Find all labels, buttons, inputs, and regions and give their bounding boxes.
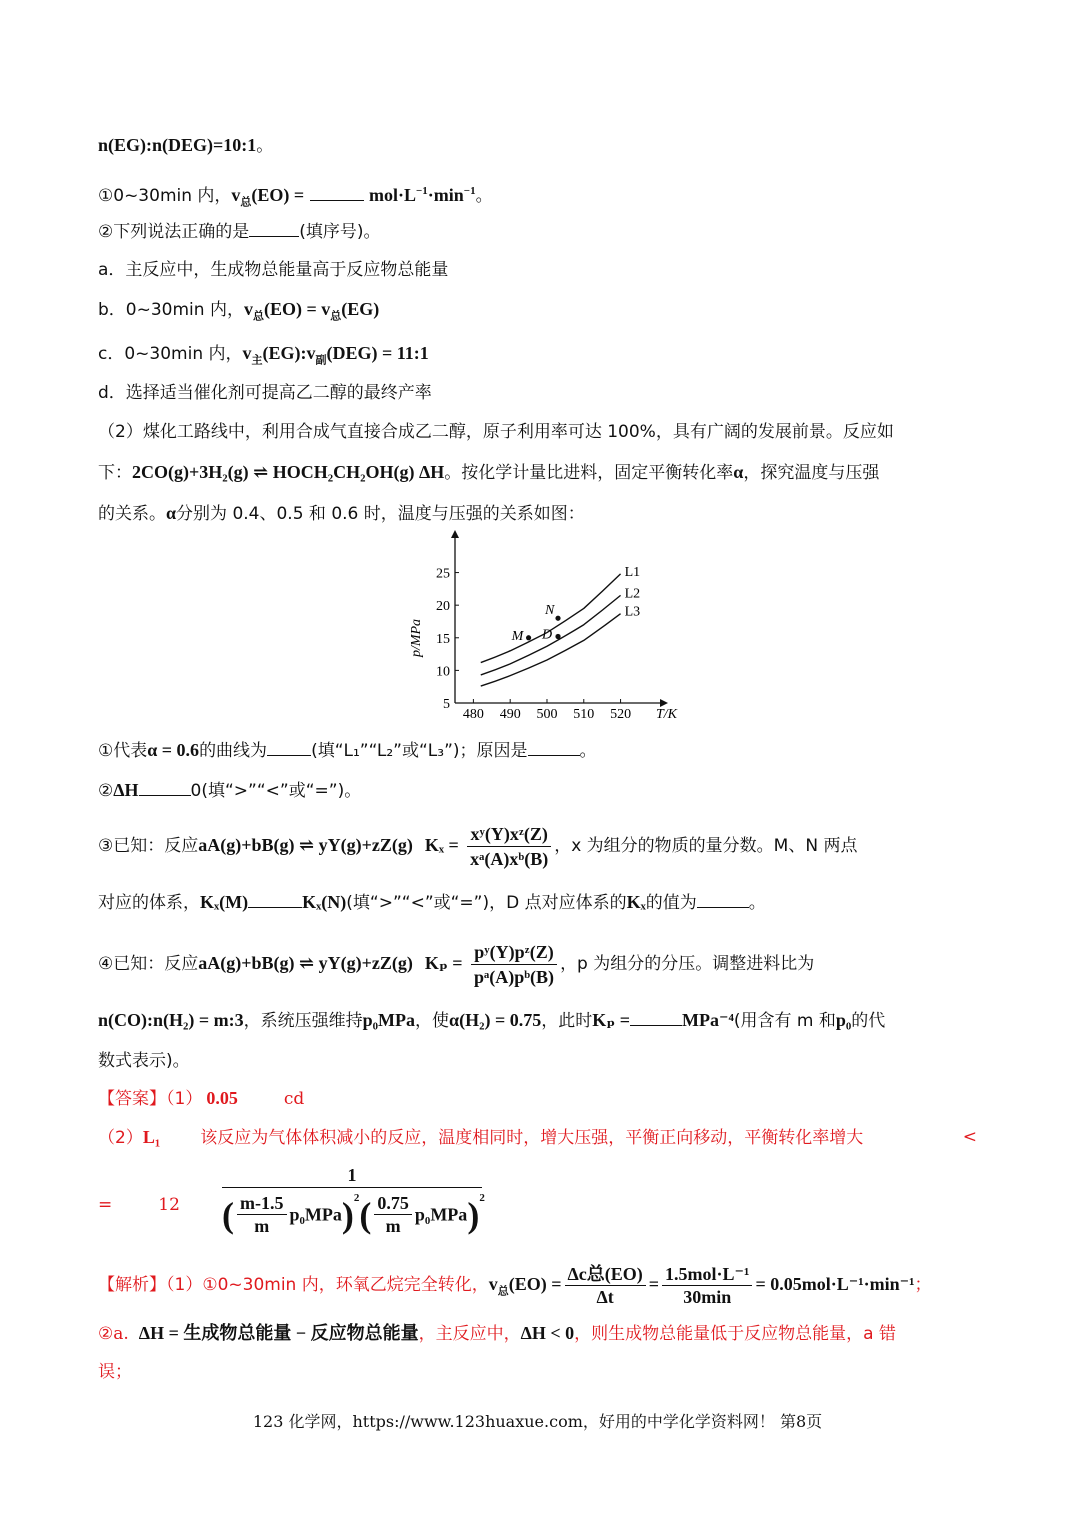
curve-label-l2: L2	[624, 586, 641, 602]
answer-label: 【答案】	[98, 1089, 166, 1109]
analysis-line2: ②a. ΔH = 生成物总能量 − 反应物总能量，主反应中，ΔH < 0，则生成物总能量低于反应物总能量，a 错	[98, 1323, 896, 1344]
ratio-expression: n(EG):n(DEG)=10:1	[98, 135, 257, 155]
answer-blank[interactable]	[630, 1009, 682, 1026]
point-label-d: D	[542, 627, 553, 643]
answer-blank[interactable]	[267, 739, 311, 756]
question-2-3-line2: 对应的体系，Kₓ(M) Kₓ(N)(填“>”“<”或“=”)，D 点对应体系的Kₓ的值为 。	[98, 892, 766, 913]
y-axis-arrow	[451, 530, 459, 538]
question-1-1: ①0~30min 内，$v_总(EO) = mol\cdot L^{-1}\cdot\min^{-1}$。	[98, 185, 493, 209]
answer-blank[interactable]	[139, 779, 191, 796]
answer-blank[interactable]	[697, 891, 749, 908]
point-n	[555, 616, 560, 621]
option-b: b．0~30min 内，$v_总(EO) = v_总(EG)$	[98, 299, 380, 323]
option-c: c．0~30min 内，$v_主(EG):v_副(DEG)$ = 11:1	[98, 343, 429, 367]
answer-blank[interactable]	[528, 739, 580, 756]
question-1-2: ②下列说法正确的是 (填序号)。	[98, 222, 381, 242]
answer-kp-expression: 1 ( $\frac{m-1.5}{m}$ p₀MPa)$^2$( $\frac{0.75}{m}$ p₀MPa)$^2$	[222, 1165, 485, 1237]
reaction-equation: 2CO(g)+3H₂(g) ⇌ HOCH₂CH₂OH(g) ΔH	[132, 462, 445, 482]
y-tick-label: 15	[436, 631, 450, 647]
question-2-3: ③已知：反应aA(g)+bB(g) ⇌ yY(g)+zZ(g) Kₓ = $\frac{\text{xʸ(Y)xᶻ(Z)}}{\text{xᵃ(A)xᵇ(B)}}$ ，x 为组分的物质的量分数。M、N 两点	[98, 824, 858, 869]
kp-fraction: $\frac{\text{pʸ(Y)pᶻ(Z)}}{\text{pᵃ(A)pᵇ(B)}}$	[471, 940, 557, 989]
point-label-n: N	[545, 603, 555, 619]
answer-blank[interactable]	[248, 891, 302, 908]
question-2-4-line2: n(CO):n(H₂) = m:3，系统压强维持p₀MPa，使α(H₂) = 0.75，此时Kₚ = MPa⁻⁴(用含有 m 和p₀的代	[98, 1010, 886, 1031]
answer-line2: （2）L₁ 该反应为气体体积减小的反应，温度相同时，增大压强，平衡正向移动，平衡转化率增大 <	[98, 1127, 977, 1148]
answer-line3: = 12	[98, 1195, 180, 1215]
x-axis-label: T/K	[656, 707, 678, 722]
analysis-line3: 误；	[98, 1362, 132, 1382]
pressure-temperature-chart	[400, 535, 678, 730]
y-axis-label: p/MPa	[409, 618, 424, 658]
option-d: d．选择适当催化剂可提高乙二醇的最终产率	[98, 383, 432, 403]
answer-line1: 【答案】（1） 0.05 cd	[98, 1088, 305, 1109]
y-tick-label: 25	[436, 566, 450, 582]
option-a: a．主反应中，生成物总能量高于反应物总能量	[98, 260, 449, 280]
point-d	[555, 634, 560, 639]
question-2-1: ①代表α = 0.6的曲线为 (填“L₁”“L₂”或“L₃”)；原因是 。	[98, 740, 597, 761]
point-label-m: M	[511, 628, 524, 644]
x-tick-label: 480	[462, 707, 484, 722]
question-2-2: ②ΔH 0(填“>”“<”或“=”)。	[98, 780, 362, 801]
curve-label-l1: L1	[624, 564, 641, 580]
unit: $mol\cdot L^{-1}\cdot\min^{-1}$	[368, 185, 476, 205]
y-tick-label: 5	[443, 697, 450, 712]
question-2-4-line3: 数式表示)。	[98, 1051, 190, 1071]
question-2-4: ④已知：反应aA(g)+bB(g) ⇌ yY(g)+zZ(g) Kₚ = $\frac{\text{pʸ(Y)pᶻ(Z)}}{\text{pᵃ(A)pᵇ(B)}}$ ，p 为组分的分压。调整进料比为	[98, 942, 815, 987]
analysis-line1: 【解析】（1）①0~30min 内，环氧乙烷完全转化，$v_总(EO)$ = $\frac{\text{Δc总(EO)}}{\Delta t}$ = $\frac{\text{1.5mol·L⁻¹}}{30\min}$ = 0.05mol·L⁻¹·min⁻¹；	[98, 1264, 932, 1307]
x-tick-label: 500	[536, 707, 558, 722]
answer-blank[interactable]	[310, 184, 364, 201]
x-tick-label: 490	[499, 707, 521, 722]
part2-line2: 下：2CO(g)+3H₂(g) ⇌ HOCH₂CH₂OH(g) ΔH。按化学计量比进料，固定平衡转化率α，探究温度与压强	[98, 462, 880, 483]
y-tick-label: 20	[436, 599, 450, 615]
x-tick-label: 510	[573, 707, 595, 722]
x-axis-arrow	[660, 699, 668, 707]
point-m	[526, 635, 531, 640]
chart-plot	[409, 530, 678, 722]
kx-fraction: $\frac{\text{xʸ(Y)xᶻ(Z)}}{\text{xᵃ(A)xᵇ(B)}}$	[467, 822, 551, 871]
x-tick-label: 520	[610, 707, 632, 722]
curve-label-l3: L3	[624, 604, 641, 620]
curve-l3	[481, 614, 621, 686]
y-tick-label: 10	[436, 664, 450, 680]
answer-blank[interactable]	[249, 220, 299, 237]
analysis-label: 【解析】	[98, 1275, 166, 1295]
part2-line3: 的关系。α分别为 0.4、0.5 和 0.6 时，温度与压强的关系如图：	[98, 503, 585, 524]
page-footer: 123 化学网，https://www.123huaxue.com，好用的中学化学资料网！ 第8页	[252, 1412, 823, 1431]
part2-line1: （2）煤化工路线中，利用合成气直接合成乙二醇，原子利用率可达 100%，具有广阔的发展前景。反应如	[98, 422, 894, 442]
ratio-line: n(EG):n(DEG)=10:1。	[98, 135, 274, 156]
